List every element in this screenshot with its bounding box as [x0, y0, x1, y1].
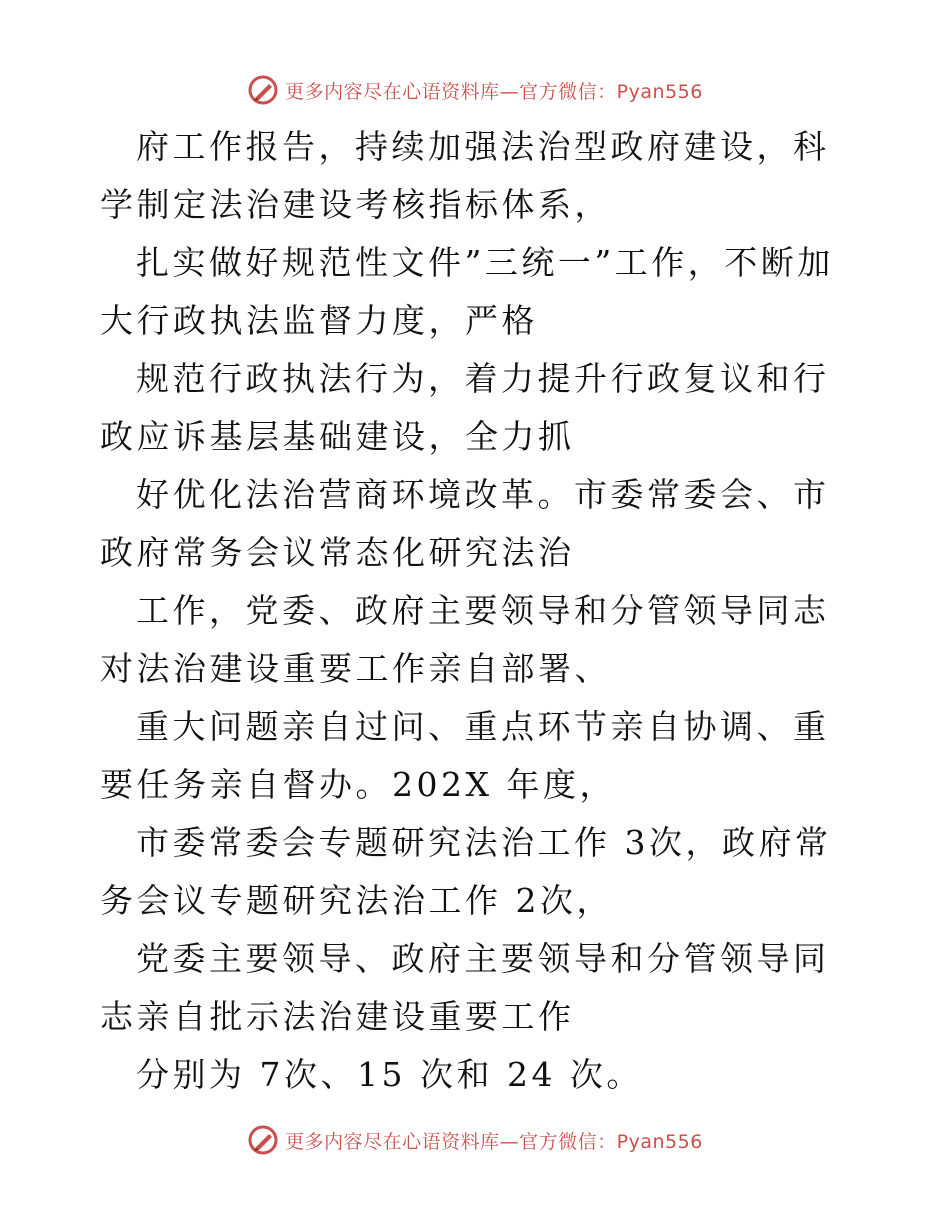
paragraph-5: 工作，党委、政府主要领导和分管领导同志对法治建设重要工作亲自部署、 [100, 591, 830, 688]
footer-watermark [0, 1120, 950, 1160]
paragraph-3: 规范行政执法行为，着力提升行政复议和行政应诉基层基础建设，全力抓 [100, 359, 830, 456]
paragraph-8: 党委主要领导、政府主要领导和分管领导同志亲自批示法治建设重要工作 [100, 939, 830, 1036]
watermark-text: 更多内容尽在心语资料库—官方微信：Pyan556 [285, 80, 703, 103]
document-body [100, 118, 860, 1104]
paragraph-9: 分别为 7次、15 次和 24 次。 [136, 1055, 643, 1094]
watermark-text: 更多内容尽在心语资料库—官方微信：Pyan556 [285, 1130, 703, 1153]
header-watermark [0, 70, 950, 110]
paragraph-4: 好优化法治营商环境改革。市委常委会、市政府常务会议常态化研究法治 [100, 475, 830, 572]
pen-logo-icon [247, 1124, 279, 1156]
paragraph-6: 重大问题亲自过问、重点环节亲自协调、重要任务亲自督办。202X 年度， [100, 707, 830, 804]
paragraph-2: 扎实做好规范性文件”三统一”工作，不断加大行政执法监督力度，严格 [100, 243, 834, 340]
paragraph-1: 府工作报告，持续加强法治型政府建设，科学制定法治建设考核指标体系， [100, 127, 830, 224]
paragraph-7: 市委常委会专题研究法治工作 3次，政府常务会议专题研究法治工作 2次， [100, 823, 832, 920]
pen-logo-icon [247, 74, 279, 106]
